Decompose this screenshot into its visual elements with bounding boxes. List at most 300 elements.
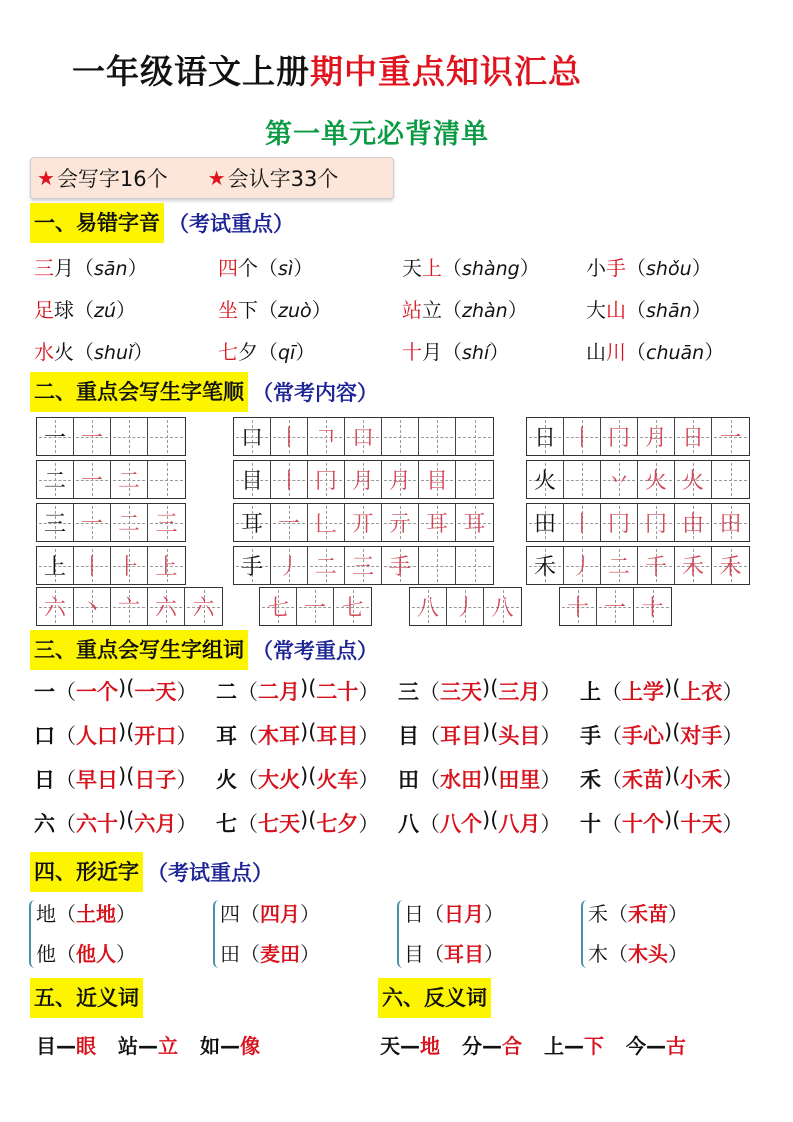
grid-cell bbox=[601, 418, 638, 455]
write-count-label: 会写字16个 bbox=[56, 167, 168, 191]
word-a: 分 bbox=[462, 1034, 482, 1058]
model-char: 禾 bbox=[533, 555, 556, 580]
pronunciation-item bbox=[402, 294, 528, 323]
word: 对手 bbox=[680, 724, 723, 748]
char: 目 bbox=[404, 942, 424, 966]
word: 田里 bbox=[498, 768, 541, 792]
char: 木 bbox=[588, 942, 608, 966]
grid-cell bbox=[419, 504, 456, 541]
pinyin: shuǐ bbox=[94, 342, 134, 364]
paren: ） bbox=[358, 768, 380, 792]
word: 水田 bbox=[440, 768, 482, 792]
pronunciation-item bbox=[218, 294, 332, 323]
stroke-step: 三 bbox=[155, 512, 178, 537]
paren: ） bbox=[293, 256, 314, 280]
grid-cell bbox=[234, 418, 271, 455]
antonym-pair bbox=[544, 1030, 604, 1059]
grid-cell bbox=[456, 504, 493, 541]
dash: — bbox=[56, 1034, 76, 1058]
word: 一个 bbox=[76, 680, 118, 704]
grid-cell bbox=[419, 461, 456, 498]
stroke-step: 丌 bbox=[351, 512, 374, 537]
char: 月 bbox=[54, 256, 74, 280]
paren: ） bbox=[722, 768, 744, 792]
paren: ） bbox=[722, 812, 744, 836]
paren: ） bbox=[704, 340, 725, 364]
stroke-grid-十 bbox=[559, 587, 672, 626]
word-b: 像 bbox=[240, 1034, 260, 1058]
grid-cell bbox=[148, 418, 185, 455]
stroke-step: 一 bbox=[719, 426, 742, 451]
model-char: 日 bbox=[533, 426, 556, 451]
pronunciation-item bbox=[34, 294, 136, 323]
word-b: 地 bbox=[420, 1034, 440, 1058]
base-char: 口 bbox=[34, 724, 55, 748]
grid-cell bbox=[37, 547, 74, 584]
grid-cell bbox=[111, 547, 148, 584]
grid-cell bbox=[271, 547, 308, 584]
stroke-step: 一 bbox=[80, 426, 103, 451]
similar-line bbox=[220, 934, 320, 974]
stroke-step: 冂 bbox=[607, 512, 630, 537]
grid-cell bbox=[564, 547, 601, 584]
grid-cell bbox=[634, 588, 671, 625]
grid-cell bbox=[527, 504, 564, 541]
paren: )( bbox=[482, 808, 499, 832]
paren: )( bbox=[664, 676, 681, 700]
stroke-step: 二 bbox=[314, 555, 337, 580]
paren: ） bbox=[176, 724, 198, 748]
paren: ） bbox=[540, 724, 562, 748]
paren: )( bbox=[482, 764, 499, 788]
base-char: 禾 bbox=[580, 768, 601, 792]
char: 月 bbox=[422, 340, 442, 364]
key-char: 足 bbox=[34, 298, 54, 322]
word-row bbox=[34, 764, 762, 794]
char: 下 bbox=[238, 298, 258, 322]
grid-cell bbox=[597, 588, 634, 625]
stroke-grid-禾 bbox=[526, 546, 750, 585]
grid-cell bbox=[456, 547, 493, 584]
stroke-step: 十 bbox=[641, 596, 664, 621]
grid-cell bbox=[271, 504, 308, 541]
paren: （ bbox=[419, 724, 440, 748]
stroke-grid-耳 bbox=[233, 503, 494, 542]
paren: （ bbox=[424, 902, 444, 926]
pronunciation-item bbox=[586, 252, 712, 281]
stroke-step: 由 bbox=[681, 512, 704, 537]
stroke-step: 月 bbox=[351, 469, 374, 494]
word: 开口 bbox=[134, 724, 177, 748]
grid-cell bbox=[334, 588, 371, 625]
paren: （ bbox=[608, 942, 628, 966]
word: 一天 bbox=[134, 680, 177, 704]
pronunciation-item bbox=[34, 252, 148, 281]
stroke-grid-七 bbox=[259, 587, 372, 626]
pronunciation-item bbox=[586, 294, 712, 323]
stroke-grid-火 bbox=[526, 460, 750, 499]
grid-cell bbox=[111, 461, 148, 498]
paren: （ bbox=[626, 256, 646, 280]
pronunciation-item bbox=[402, 252, 540, 281]
grid-cell bbox=[271, 461, 308, 498]
brace-icon bbox=[397, 900, 403, 968]
word-b: 立 bbox=[158, 1034, 178, 1058]
grid-cell bbox=[308, 461, 345, 498]
word-b: 下 bbox=[584, 1034, 604, 1058]
grid-cell bbox=[148, 461, 185, 498]
word-group bbox=[216, 676, 398, 706]
grid-cell bbox=[234, 461, 271, 498]
word-a: 天 bbox=[380, 1034, 400, 1058]
stroke-step: 冂 bbox=[607, 426, 630, 451]
char: 立 bbox=[422, 298, 442, 322]
paren: （ bbox=[601, 768, 622, 792]
pronunciation-item bbox=[586, 336, 724, 365]
key-char: 川 bbox=[606, 340, 626, 364]
stroke-step: 丨 bbox=[277, 469, 300, 494]
word: 小禾 bbox=[680, 768, 723, 792]
model-char: 手 bbox=[240, 555, 263, 580]
grid-cell bbox=[37, 418, 74, 455]
key-char: 山 bbox=[606, 298, 626, 322]
synonym-pair bbox=[200, 1030, 260, 1059]
star-icon: ★ bbox=[37, 166, 55, 190]
title-red-part: 期中重点知识汇总 bbox=[310, 52, 582, 91]
word: 上衣 bbox=[680, 680, 723, 704]
paren: )( bbox=[664, 764, 681, 788]
model-char: 火 bbox=[533, 469, 556, 494]
stroke-step: 一 bbox=[80, 469, 103, 494]
stroke-step: 亠 bbox=[117, 596, 140, 621]
char: 田 bbox=[220, 942, 240, 966]
grid-cell bbox=[185, 588, 222, 625]
stroke-step: 丿 bbox=[277, 555, 300, 580]
paren: ） bbox=[489, 340, 510, 364]
stroke-step: 一 bbox=[80, 512, 103, 537]
stroke-step: 上 bbox=[155, 555, 178, 580]
stroke-step: ⺊ bbox=[117, 555, 140, 580]
grid-cell bbox=[601, 504, 638, 541]
grid-cell bbox=[638, 504, 675, 541]
stroke-step: 丨 bbox=[570, 426, 593, 451]
stroke-step: 丨 bbox=[570, 512, 593, 537]
grid-cell bbox=[382, 461, 419, 498]
word: 早日 bbox=[76, 768, 118, 792]
paren: （ bbox=[237, 812, 258, 836]
paren: )( bbox=[300, 764, 317, 788]
dash: — bbox=[138, 1034, 158, 1058]
paren: ） bbox=[116, 942, 136, 966]
paren: ） bbox=[176, 680, 198, 704]
word: 火车 bbox=[316, 768, 359, 792]
grid-cell bbox=[271, 418, 308, 455]
stroke-step: 二 bbox=[117, 469, 140, 494]
stroke-step: 千 bbox=[644, 555, 667, 580]
paren: ） bbox=[484, 902, 504, 926]
page-title bbox=[72, 46, 582, 93]
paren: )( bbox=[482, 720, 499, 744]
grid-cell bbox=[484, 588, 521, 625]
stroke-step: 丷 bbox=[607, 469, 630, 494]
grid-cell bbox=[712, 461, 749, 498]
pinyin: zhàn bbox=[462, 300, 508, 322]
grid-cell bbox=[111, 504, 148, 541]
stroke-step: 日 bbox=[681, 426, 704, 451]
paren: （ bbox=[55, 680, 76, 704]
brace-icon bbox=[213, 900, 219, 968]
stroke-step: 𠃍 bbox=[314, 426, 337, 451]
dash: — bbox=[482, 1034, 502, 1058]
word: 头目 bbox=[498, 724, 541, 748]
word-group bbox=[34, 676, 216, 706]
pinyin: shàng bbox=[462, 258, 520, 280]
base-char: 耳 bbox=[216, 724, 237, 748]
word: 上学 bbox=[622, 680, 664, 704]
base-char: 手 bbox=[580, 724, 601, 748]
grid-cell bbox=[37, 461, 74, 498]
stroke-step: 一 bbox=[603, 596, 626, 621]
paren: （ bbox=[608, 902, 628, 926]
paren: )( bbox=[664, 808, 681, 832]
word: 大火 bbox=[258, 768, 300, 792]
model-char: 口 bbox=[240, 426, 263, 451]
grid-cell bbox=[382, 504, 419, 541]
grid-cell bbox=[297, 588, 334, 625]
grid-cell bbox=[111, 588, 148, 625]
word-b: 合 bbox=[502, 1034, 522, 1058]
word: 人口 bbox=[76, 724, 118, 748]
paren: ） bbox=[358, 680, 380, 704]
brace-icon bbox=[581, 900, 587, 968]
stroke-step: 月 bbox=[388, 469, 411, 494]
word: 四月 bbox=[260, 902, 300, 926]
section-2-title: 二、重点会写生字笔顺 bbox=[30, 372, 248, 412]
grid-cell bbox=[456, 418, 493, 455]
grid-cell bbox=[712, 418, 749, 455]
char: 小 bbox=[586, 256, 606, 280]
stroke-step: 禾 bbox=[681, 555, 704, 580]
word-group bbox=[580, 676, 762, 706]
grid-cell bbox=[382, 418, 419, 455]
char: 夕 bbox=[238, 340, 258, 364]
grid-cell bbox=[419, 547, 456, 584]
base-char: 十 bbox=[580, 812, 601, 836]
paren: ） bbox=[127, 256, 148, 280]
base-char: 上 bbox=[580, 680, 601, 704]
paren: （ bbox=[56, 902, 76, 926]
paren: ） bbox=[519, 256, 540, 280]
word: 六月 bbox=[134, 812, 177, 836]
word-group bbox=[398, 764, 580, 794]
grid-cell bbox=[675, 547, 712, 584]
grid-cell bbox=[37, 588, 74, 625]
paren: （ bbox=[424, 942, 444, 966]
section-3-heading bbox=[30, 630, 378, 670]
paren: )( bbox=[118, 720, 135, 744]
word: 手心 bbox=[622, 724, 664, 748]
stroke-grid-八 bbox=[409, 587, 522, 626]
section-4-heading bbox=[30, 852, 273, 892]
key-char: 站 bbox=[402, 298, 422, 322]
word-a: 今 bbox=[626, 1034, 646, 1058]
grid-cell bbox=[527, 418, 564, 455]
similar-line bbox=[404, 894, 504, 934]
char: 四 bbox=[220, 902, 240, 926]
word-b: 眼 bbox=[76, 1034, 96, 1058]
grid-cell bbox=[410, 588, 447, 625]
char: 个 bbox=[238, 256, 258, 280]
word: 禾苗 bbox=[628, 902, 668, 926]
stroke-step: 冂 bbox=[644, 512, 667, 537]
grid-cell bbox=[382, 547, 419, 584]
char: 他 bbox=[36, 942, 56, 966]
grid-cell bbox=[419, 418, 456, 455]
paren: ） bbox=[507, 298, 528, 322]
word-group bbox=[216, 720, 398, 750]
paren: （ bbox=[442, 298, 462, 322]
paren: （ bbox=[601, 680, 622, 704]
grid-cell bbox=[564, 461, 601, 498]
similar-line bbox=[220, 894, 320, 934]
paren: （ bbox=[601, 724, 622, 748]
paren: ） bbox=[722, 724, 744, 748]
word: 二十 bbox=[316, 680, 359, 704]
grid-cell bbox=[564, 418, 601, 455]
char: 天 bbox=[402, 256, 422, 280]
word: 日月 bbox=[444, 902, 484, 926]
stroke-step: 𠃊 bbox=[314, 512, 337, 537]
grid-cell bbox=[308, 504, 345, 541]
model-char: 十 bbox=[566, 596, 589, 621]
char: 大 bbox=[586, 298, 606, 322]
stroke-step: 八 bbox=[491, 596, 514, 621]
word: 七天 bbox=[258, 812, 300, 836]
stroke-step: 火 bbox=[644, 469, 667, 494]
model-char: 目 bbox=[240, 469, 263, 494]
grid-cell bbox=[675, 504, 712, 541]
word-group bbox=[580, 808, 762, 838]
grid-cell bbox=[560, 588, 597, 625]
stroke-grid-田 bbox=[526, 503, 750, 542]
stroke-step: 丿 bbox=[453, 596, 476, 621]
word: 十个 bbox=[622, 812, 664, 836]
model-char: 八 bbox=[416, 596, 439, 621]
stroke-step: 亓 bbox=[388, 512, 411, 537]
paren: ） bbox=[691, 298, 712, 322]
base-char: 七 bbox=[216, 812, 237, 836]
paren: ） bbox=[722, 680, 744, 704]
grid-cell bbox=[308, 547, 345, 584]
grid-cell bbox=[345, 547, 382, 584]
antonym-pair bbox=[380, 1030, 440, 1059]
paren: ） bbox=[668, 942, 688, 966]
similar-line bbox=[588, 894, 688, 934]
word: 木耳 bbox=[258, 724, 300, 748]
word: 木头 bbox=[628, 942, 668, 966]
stroke-step: 一 bbox=[303, 596, 326, 621]
paren: )( bbox=[300, 720, 317, 744]
paren: （ bbox=[626, 298, 646, 322]
title-black-part: 一年级语文上册 bbox=[72, 52, 310, 91]
section-1-note: （考试重点） bbox=[168, 212, 294, 236]
paren: （ bbox=[55, 724, 76, 748]
word: 土地 bbox=[76, 902, 116, 926]
key-char: 三 bbox=[34, 256, 54, 280]
synonyms-list bbox=[36, 1030, 282, 1059]
paren: （ bbox=[237, 768, 258, 792]
char: 禾 bbox=[588, 902, 608, 926]
grid-cell bbox=[345, 504, 382, 541]
grid-cell bbox=[111, 418, 148, 455]
grid-cell bbox=[601, 547, 638, 584]
paren: ） bbox=[116, 902, 136, 926]
grid-cell bbox=[74, 418, 111, 455]
paren: （ bbox=[258, 256, 278, 280]
base-char: 六 bbox=[34, 812, 55, 836]
grid-cell bbox=[260, 588, 297, 625]
stroke-step: 六 bbox=[192, 596, 215, 621]
word-group bbox=[34, 764, 216, 794]
similar-line bbox=[36, 934, 136, 974]
paren: ） bbox=[176, 768, 198, 792]
word: 三天 bbox=[440, 680, 482, 704]
key-char: 手 bbox=[606, 256, 626, 280]
paren: （ bbox=[55, 812, 76, 836]
paren: ） bbox=[133, 340, 154, 364]
grid-cell bbox=[456, 461, 493, 498]
paren: （ bbox=[258, 340, 278, 364]
word-a: 上 bbox=[544, 1034, 564, 1058]
stroke-grid-三 bbox=[36, 503, 186, 542]
antonym-pair bbox=[626, 1030, 686, 1059]
antonym-pair bbox=[462, 1030, 522, 1059]
dash: — bbox=[564, 1034, 584, 1058]
word-group bbox=[216, 764, 398, 794]
similar-pair bbox=[36, 894, 136, 974]
char: 日 bbox=[404, 902, 424, 926]
word: 二月 bbox=[258, 680, 300, 704]
paren: ） bbox=[311, 298, 332, 322]
dash: — bbox=[400, 1034, 420, 1058]
grid-cell bbox=[345, 461, 382, 498]
similar-pair bbox=[220, 894, 320, 974]
base-char: 三 bbox=[398, 680, 419, 704]
synonym-pair bbox=[118, 1030, 178, 1059]
paren: ） bbox=[176, 812, 198, 836]
paren: （ bbox=[442, 256, 462, 280]
paren: （ bbox=[258, 298, 278, 322]
paren: ） bbox=[540, 768, 562, 792]
paren: )( bbox=[664, 720, 681, 744]
section-6-title: 六、反义词 bbox=[378, 978, 491, 1018]
stroke-grid-手 bbox=[233, 546, 494, 585]
paren: （ bbox=[74, 256, 94, 280]
stroke-step: 丨 bbox=[277, 426, 300, 451]
section-4-note: （考试重点） bbox=[147, 861, 273, 885]
key-char: 七 bbox=[218, 340, 238, 364]
paren: （ bbox=[419, 680, 440, 704]
word-row bbox=[34, 808, 762, 838]
paren: （ bbox=[237, 724, 258, 748]
word: 耳目 bbox=[440, 724, 482, 748]
model-char: 六 bbox=[43, 596, 66, 621]
pinyin: sì bbox=[278, 258, 294, 280]
stroke-grid-二 bbox=[36, 460, 186, 499]
paren: （ bbox=[419, 768, 440, 792]
word-group bbox=[580, 720, 762, 750]
char: 火 bbox=[54, 340, 74, 364]
